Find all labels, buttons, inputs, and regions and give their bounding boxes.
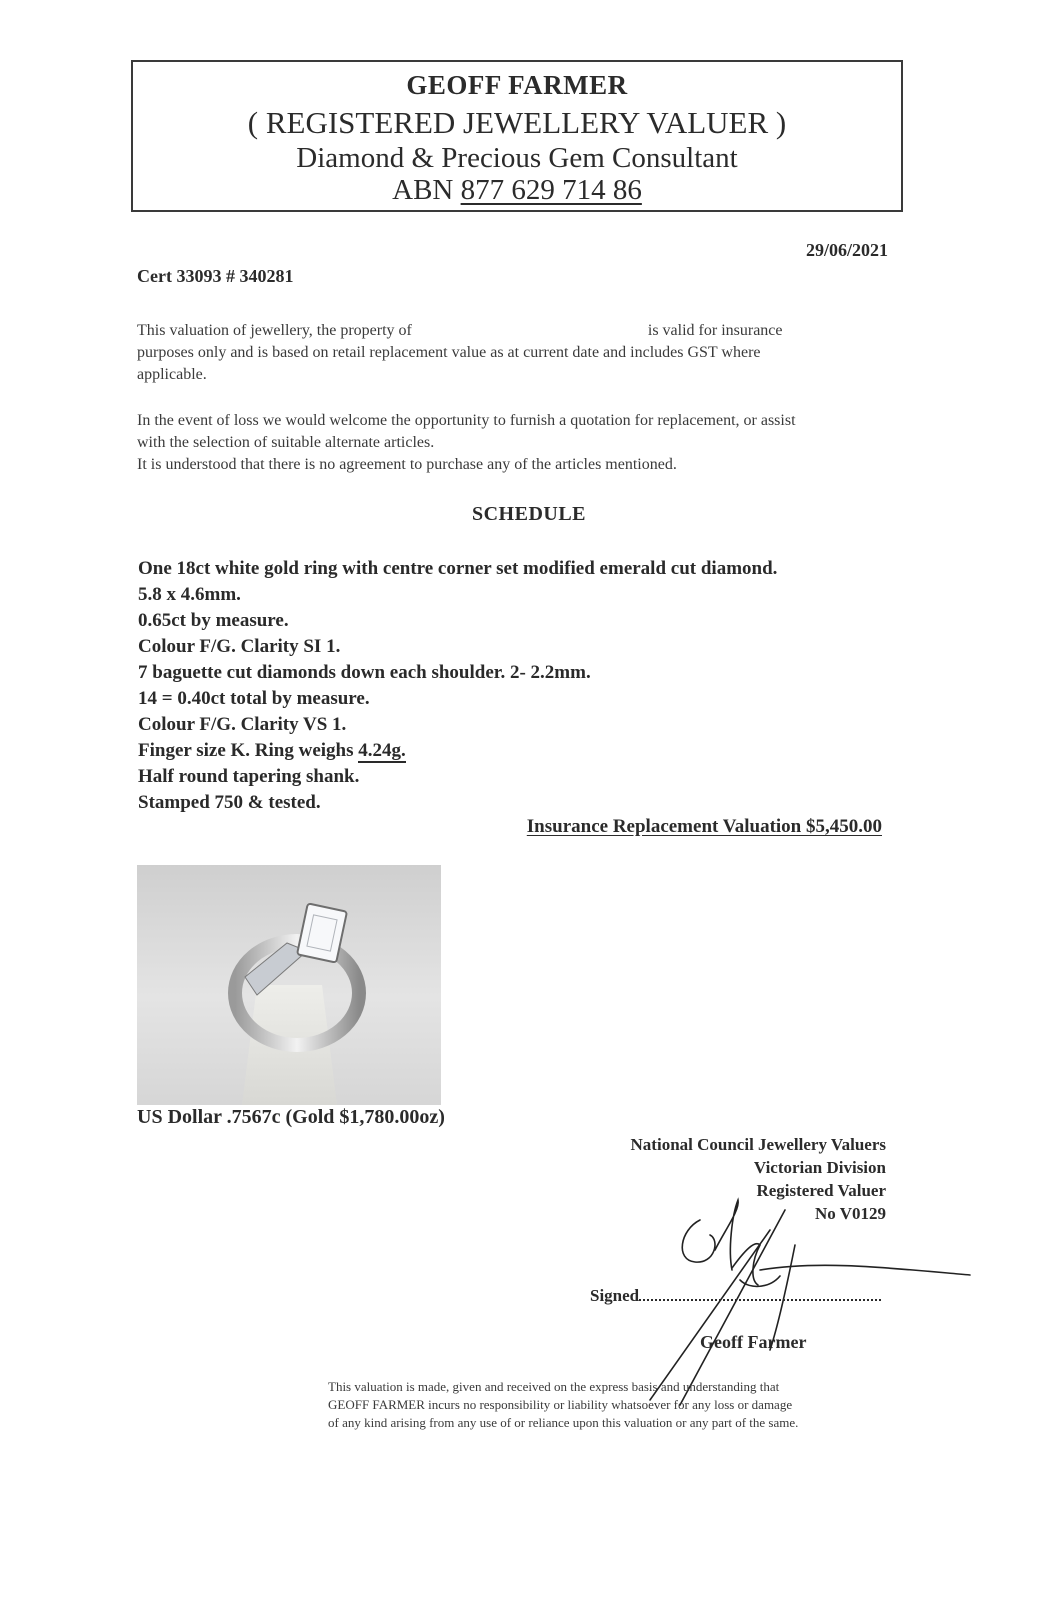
loss-line-1: In the event of loss we would welcome the opportunity to furnish a quotation for replacement, or assist — [137, 412, 796, 429]
schedule-item: 0.65ct by measure. — [138, 610, 289, 631]
schedule-item: Colour F/G. Clarity VS 1. — [138, 714, 347, 735]
schedule-item: Stamped 750 & tested. — [138, 792, 321, 813]
intro-line-1 — [137, 320, 897, 342]
intro-part-1: This valuation of jewellery, the property of — [137, 322, 412, 339]
disclaimer-line-1: This valuation is made, given and received on the express basis and understanding that — [328, 1379, 780, 1394]
schedule-item: 7 baguette cut diamonds down each shoulder. 2- 2.2mm. — [138, 662, 591, 683]
council-line-3: Registered Valuer — [756, 1181, 886, 1200]
valuer-role: ( REGISTERED JEWELLERY VALUER ) — [247, 105, 787, 140]
cert-number: Cert 33093 # 340281 — [137, 266, 294, 286]
schedule-item: 5.8 x 4.6mm. — [138, 584, 241, 605]
abn-line — [133, 174, 901, 207]
intro-line-3: applicable. — [137, 366, 207, 383]
loss-paragraph — [137, 410, 897, 476]
disclaimer-line-3: of any kind arising from any use of or reliance upon this valuation or any part of the same. — [328, 1415, 799, 1430]
council-line-2: Victorian Division — [753, 1158, 886, 1177]
insurance-valuation: Insurance Replacement Valuation $5,450.00 — [526, 816, 882, 837]
disclaimer — [328, 1378, 868, 1432]
council-line-1: National Council Jewellery Valuers — [630, 1135, 886, 1154]
signed-label: Signed — [590, 1286, 640, 1305]
document-date: 29/06/2021 — [805, 240, 888, 260]
schedule-item: 14 = 0.40ct total by measure. — [138, 688, 370, 709]
disclaimer-line-2: GEOFF FARMER incurs no responsibility or liability whatsoever for any loss or damage — [328, 1397, 793, 1412]
letterhead — [131, 60, 903, 212]
intro-line-2: purposes only and is based on retail replacement value as at current date and includes GST where — [137, 344, 761, 361]
ring-weight: 4.24g. — [358, 740, 406, 761]
intro-part-2: is valid for insurance — [647, 322, 783, 339]
loss-line-3: It is understood that there is no agreement to purchase any of the articles mentioned. — [137, 456, 677, 473]
intro-paragraph — [137, 320, 897, 386]
schedule-item-finger-size — [138, 738, 777, 764]
signer-name: Geoff Farmer — [700, 1332, 807, 1352]
abn-label: ABN — [392, 174, 454, 206]
finger-size-text: Finger size K. Ring weighs — [138, 740, 354, 761]
valuer-name: GEOFF FARMER — [406, 70, 628, 100]
exchange-rate: US Dollar .7567c (Gold $1,780.00oz) — [137, 1106, 445, 1128]
valuer-subtitle: Diamond & Precious Gem Consultant — [296, 142, 738, 174]
schedule-item: One 18ct white gold ring with centre corner set modified emerald cut diamond. — [138, 558, 778, 579]
schedule-item: Half round tapering shank. — [138, 766, 360, 787]
handwritten-signature — [620, 1190, 1000, 1410]
schedule-list — [138, 556, 777, 816]
schedule-title: SCHEDULE — [471, 503, 587, 525]
council-line-4: No V0129 — [815, 1204, 886, 1223]
abn-number: 877 629 714 86 — [460, 174, 642, 206]
ring-photo — [137, 865, 441, 1105]
loss-line-2: with the selection of suitable alternate articles. — [137, 434, 435, 451]
schedule-item: Colour F/G. Clarity SI 1. — [138, 636, 341, 657]
ring-illustration — [137, 865, 441, 1105]
